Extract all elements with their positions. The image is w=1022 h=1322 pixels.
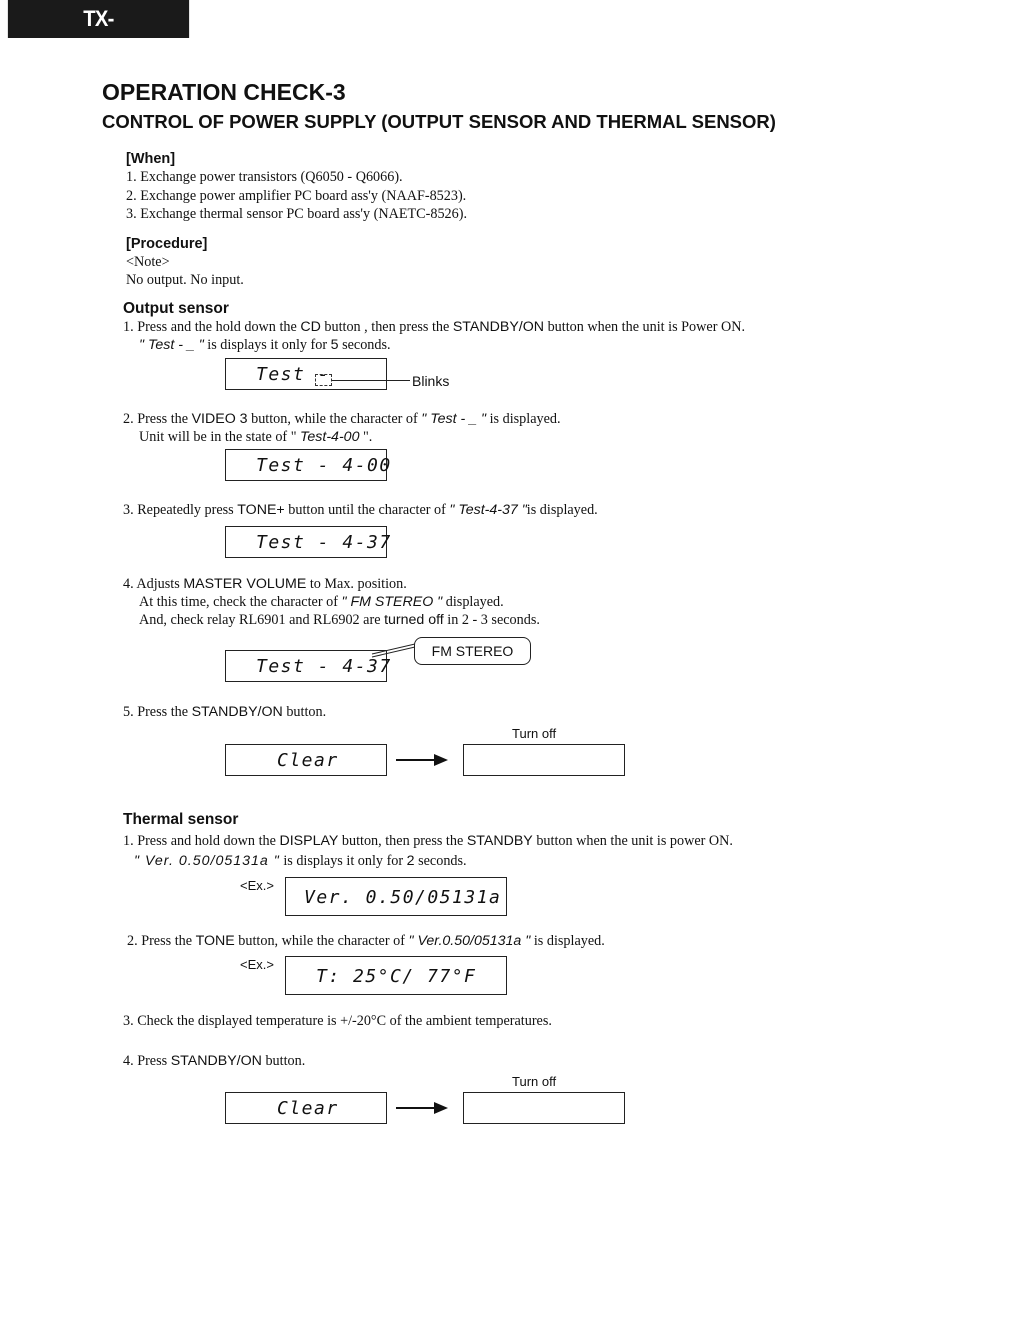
when-item-2: 2. Exchange power amplifier PC board ass'y (NAAF-8523).: [126, 188, 467, 204]
lcd-text: Clear: [277, 1098, 339, 1119]
lcd-display-blank: [463, 744, 625, 776]
lcd-display-temperature: [285, 956, 507, 995]
output-step-3: 3. Repeatedly press TONE+ button until the character of " Test-4-37 "is displayed.: [123, 502, 598, 518]
turn-off-label: Turn off: [512, 1074, 557, 1089]
output-step-1-line-1: 1. Press and the hold down the CD button , then press the STANDBY/ON button when the unit is Power ON.: [123, 319, 746, 335]
lcd-display-clear: [225, 1092, 387, 1124]
when-heading: [When]: [126, 151, 176, 167]
thermal-step-4: 4. Press STANDBY/ON button.: [123, 1053, 306, 1069]
output-step-2-line-1: 2. Press the VIDEO 3 button, while the character of " Test - _ " is displayed.: [123, 411, 561, 427]
output-step-4-line-2: At this time, check the character of " FM STEREO " displayed.: [139, 594, 504, 610]
arrow-right-icon: [396, 752, 450, 768]
output-step-2-line-2: Unit will be in the state of " Test-4-00 ".: [139, 429, 373, 445]
lcd-display-test-blink: [225, 358, 387, 390]
output-step-4-line-1: 4. Adjusts MASTER VOLUME to Max. position.: [123, 576, 407, 592]
when-item-1: 1. Exchange power transistors (Q6050 - Q6066).: [126, 169, 403, 185]
lcd-display-blank: [463, 1092, 625, 1124]
lcd-display-test-4-00: [225, 449, 392, 481]
procedure-heading: [Procedure]: [126, 236, 208, 252]
lcd-text: Test -: [256, 364, 331, 385]
lcd-text: T: 25°C/ 77°F: [316, 966, 477, 987]
note-text: No output. No input.: [126, 272, 244, 288]
thermal-step-1-line-1: 1. Press and hold down the DISPLAY button, then press the STANDBY button when the unit is power ON.: [123, 833, 733, 849]
thermal-step-3: 3. Check the displayed temperature is +/-20°C of the ambient temperatures.: [123, 1013, 552, 1029]
lcd-text: Test - 4-37: [256, 656, 392, 677]
lcd-display-version: [285, 877, 507, 916]
turn-off-label: Turn off: [512, 726, 557, 741]
thermal-sensor-heading: Thermal sensor: [123, 811, 239, 828]
model-badge: TX-SR503/503E/8350: [8, 0, 189, 38]
output-step-5: 5. Press the STANDBY/ON button.: [123, 704, 327, 720]
blinks-label: Blinks: [412, 373, 450, 389]
page-subtitle: CONTROL OF POWER SUPPLY (OUTPUT SENSOR AND THERMAL SENSOR): [102, 111, 776, 132]
thermal-step-2: 2. Press the TONE button, while the character of " Ver.0.50/05131a " is displayed.: [127, 933, 605, 949]
example-label: <Ex.>: [240, 957, 274, 972]
thermal-step-1-line-2: " Ver. 0.50/05131a " is displays it only for 2 seconds.: [134, 853, 467, 869]
lcd-display-test-4-37: [225, 526, 392, 558]
blinks-leader-line: [332, 380, 410, 381]
blinking-cursor: [315, 374, 332, 386]
lcd-text: Test - 4-00: [256, 455, 392, 476]
lcd-text: Clear: [277, 750, 339, 771]
output-step-4-line-3: And, check relay RL6901 and RL6902 are turned off in 2 - 3 seconds.: [139, 612, 540, 628]
lcd-display-clear: [225, 744, 387, 776]
page-title: OPERATION CHECK-3: [102, 79, 346, 105]
note-label: <Note>: [126, 254, 170, 270]
lcd-text: Test - 4-37: [256, 532, 392, 553]
when-item-3: 3. Exchange thermal sensor PC board ass'y (NAETC-8526).: [126, 206, 468, 222]
lcd-text: Ver. 0.50/05131a: [304, 887, 502, 908]
arrow-right-icon: [396, 1100, 450, 1116]
lcd-display-test-4-37-fm: [225, 650, 392, 682]
output-sensor-heading: Output sensor: [123, 300, 229, 317]
example-label: <Ex.>: [240, 878, 274, 893]
fm-stereo-callout: FM STEREO: [414, 637, 531, 665]
output-step-1-line-2: " Test - _ " is displays it only for 5 seconds.: [139, 337, 391, 353]
